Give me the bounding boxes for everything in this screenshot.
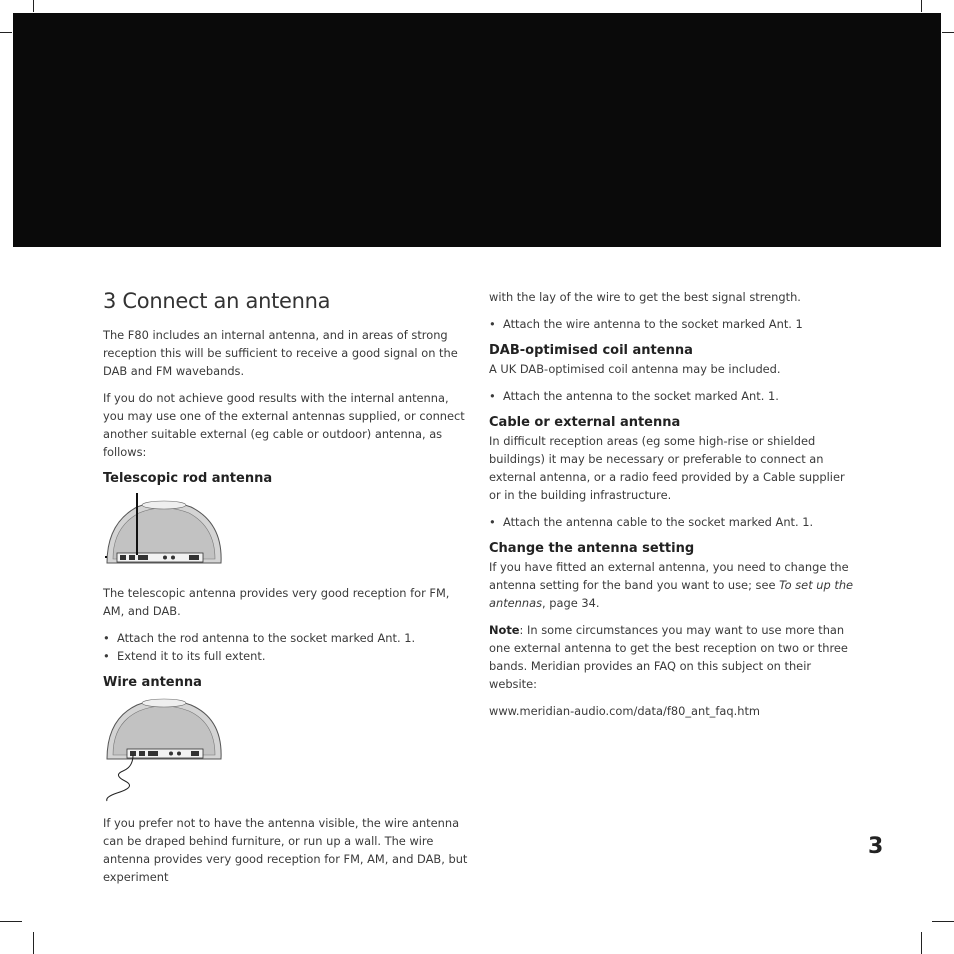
section-heading-change: Change the antenna setting bbox=[489, 541, 695, 556]
left-column bbox=[103, 286, 471, 895]
section-heading-wire: Wire antenna bbox=[103, 675, 202, 690]
wire-antenna-illustration bbox=[103, 697, 225, 805]
faq-url[interactable]: www.meridian-audio.com/data/f80_ant_faq.htm bbox=[489, 704, 761, 718]
header-band bbox=[13, 13, 941, 247]
dab-steps bbox=[489, 387, 854, 405]
crop-mark bbox=[33, 932, 34, 954]
section-heading-dab: DAB-optimised coil antenna bbox=[489, 343, 693, 358]
crop-mark bbox=[921, 0, 922, 12]
list-item: • Extend it to its full extent. bbox=[103, 647, 471, 665]
cable-body: In difficult reception areas (eg some high-rise or shielded buildings) it may be necessary or preferable to connect an external antenna, or a radio feed provided by a Cable supplier or in the building infrastructure. bbox=[489, 434, 845, 502]
cross-reference-link[interactable]: To set up the antennas bbox=[489, 578, 854, 610]
page-number: 3 bbox=[868, 834, 884, 859]
cable-steps bbox=[489, 513, 854, 531]
telescopic-steps bbox=[103, 629, 471, 665]
note-paragraph bbox=[489, 621, 854, 693]
change-text: If you have fitted an external antenna, you need to change the antenna setting for the band you want to use; see bbox=[489, 560, 849, 592]
crop-mark bbox=[0, 32, 12, 33]
list-item: • Attach the antenna to the socket marked Ant. 1. bbox=[489, 387, 854, 405]
crop-mark bbox=[0, 921, 22, 922]
section-heading-telescopic: Telescopic rod antenna bbox=[103, 471, 273, 486]
section-heading-cable: Cable or external antenna bbox=[489, 415, 681, 430]
note-label: Note bbox=[489, 623, 520, 637]
change-body bbox=[489, 558, 854, 612]
list-item: • Attach the wire antenna to the socket marked Ant. 1 bbox=[489, 315, 854, 333]
page-title: 3 Connect an antenna bbox=[103, 289, 331, 313]
note-text: : In some circumstances you may want to use more than one external antenna to get the best reception on two or three bands. Meridian provides an FAQ on this subject on their website: bbox=[489, 623, 848, 691]
telescopic-antenna-illustration bbox=[103, 493, 225, 575]
wire-body: If you prefer not to have the antenna visible, the wire antenna can be draped behind furniture, or run up a wall. The wire antenna provides very good reception for FM, AM, and DAB, but experiment bbox=[103, 816, 468, 884]
dab-body: A UK DAB-optimised coil antenna may be included. bbox=[489, 362, 781, 376]
list-item: • Attach the rod antenna to the socket marked Ant. 1. bbox=[103, 629, 471, 647]
wire-continued: with the lay of the wire to get the best signal strength. bbox=[489, 290, 801, 304]
change-text-end: , page 34. bbox=[542, 596, 600, 610]
intro-paragraph: The F80 includes an internal antenna, and in areas of strong reception this will be sufficient to receive a good signal on the DAB and FM wavebands. bbox=[103, 328, 458, 378]
crop-mark bbox=[932, 921, 954, 922]
intro-paragraph: If you do not achieve good results with the internal antenna, you may use one of the external antennas supplied, or connect another suitable external (eg cable or outdoor) antenna, as follows: bbox=[103, 391, 465, 459]
telescopic-body: The telescopic antenna provides very good reception for FM, AM, and DAB. bbox=[103, 586, 450, 618]
crop-mark bbox=[33, 0, 34, 12]
crop-mark bbox=[921, 932, 922, 954]
crop-mark bbox=[942, 32, 954, 33]
wire-steps bbox=[489, 315, 854, 333]
right-column bbox=[489, 288, 854, 729]
list-item: • Attach the antenna cable to the socket marked Ant. 1. bbox=[489, 513, 854, 531]
